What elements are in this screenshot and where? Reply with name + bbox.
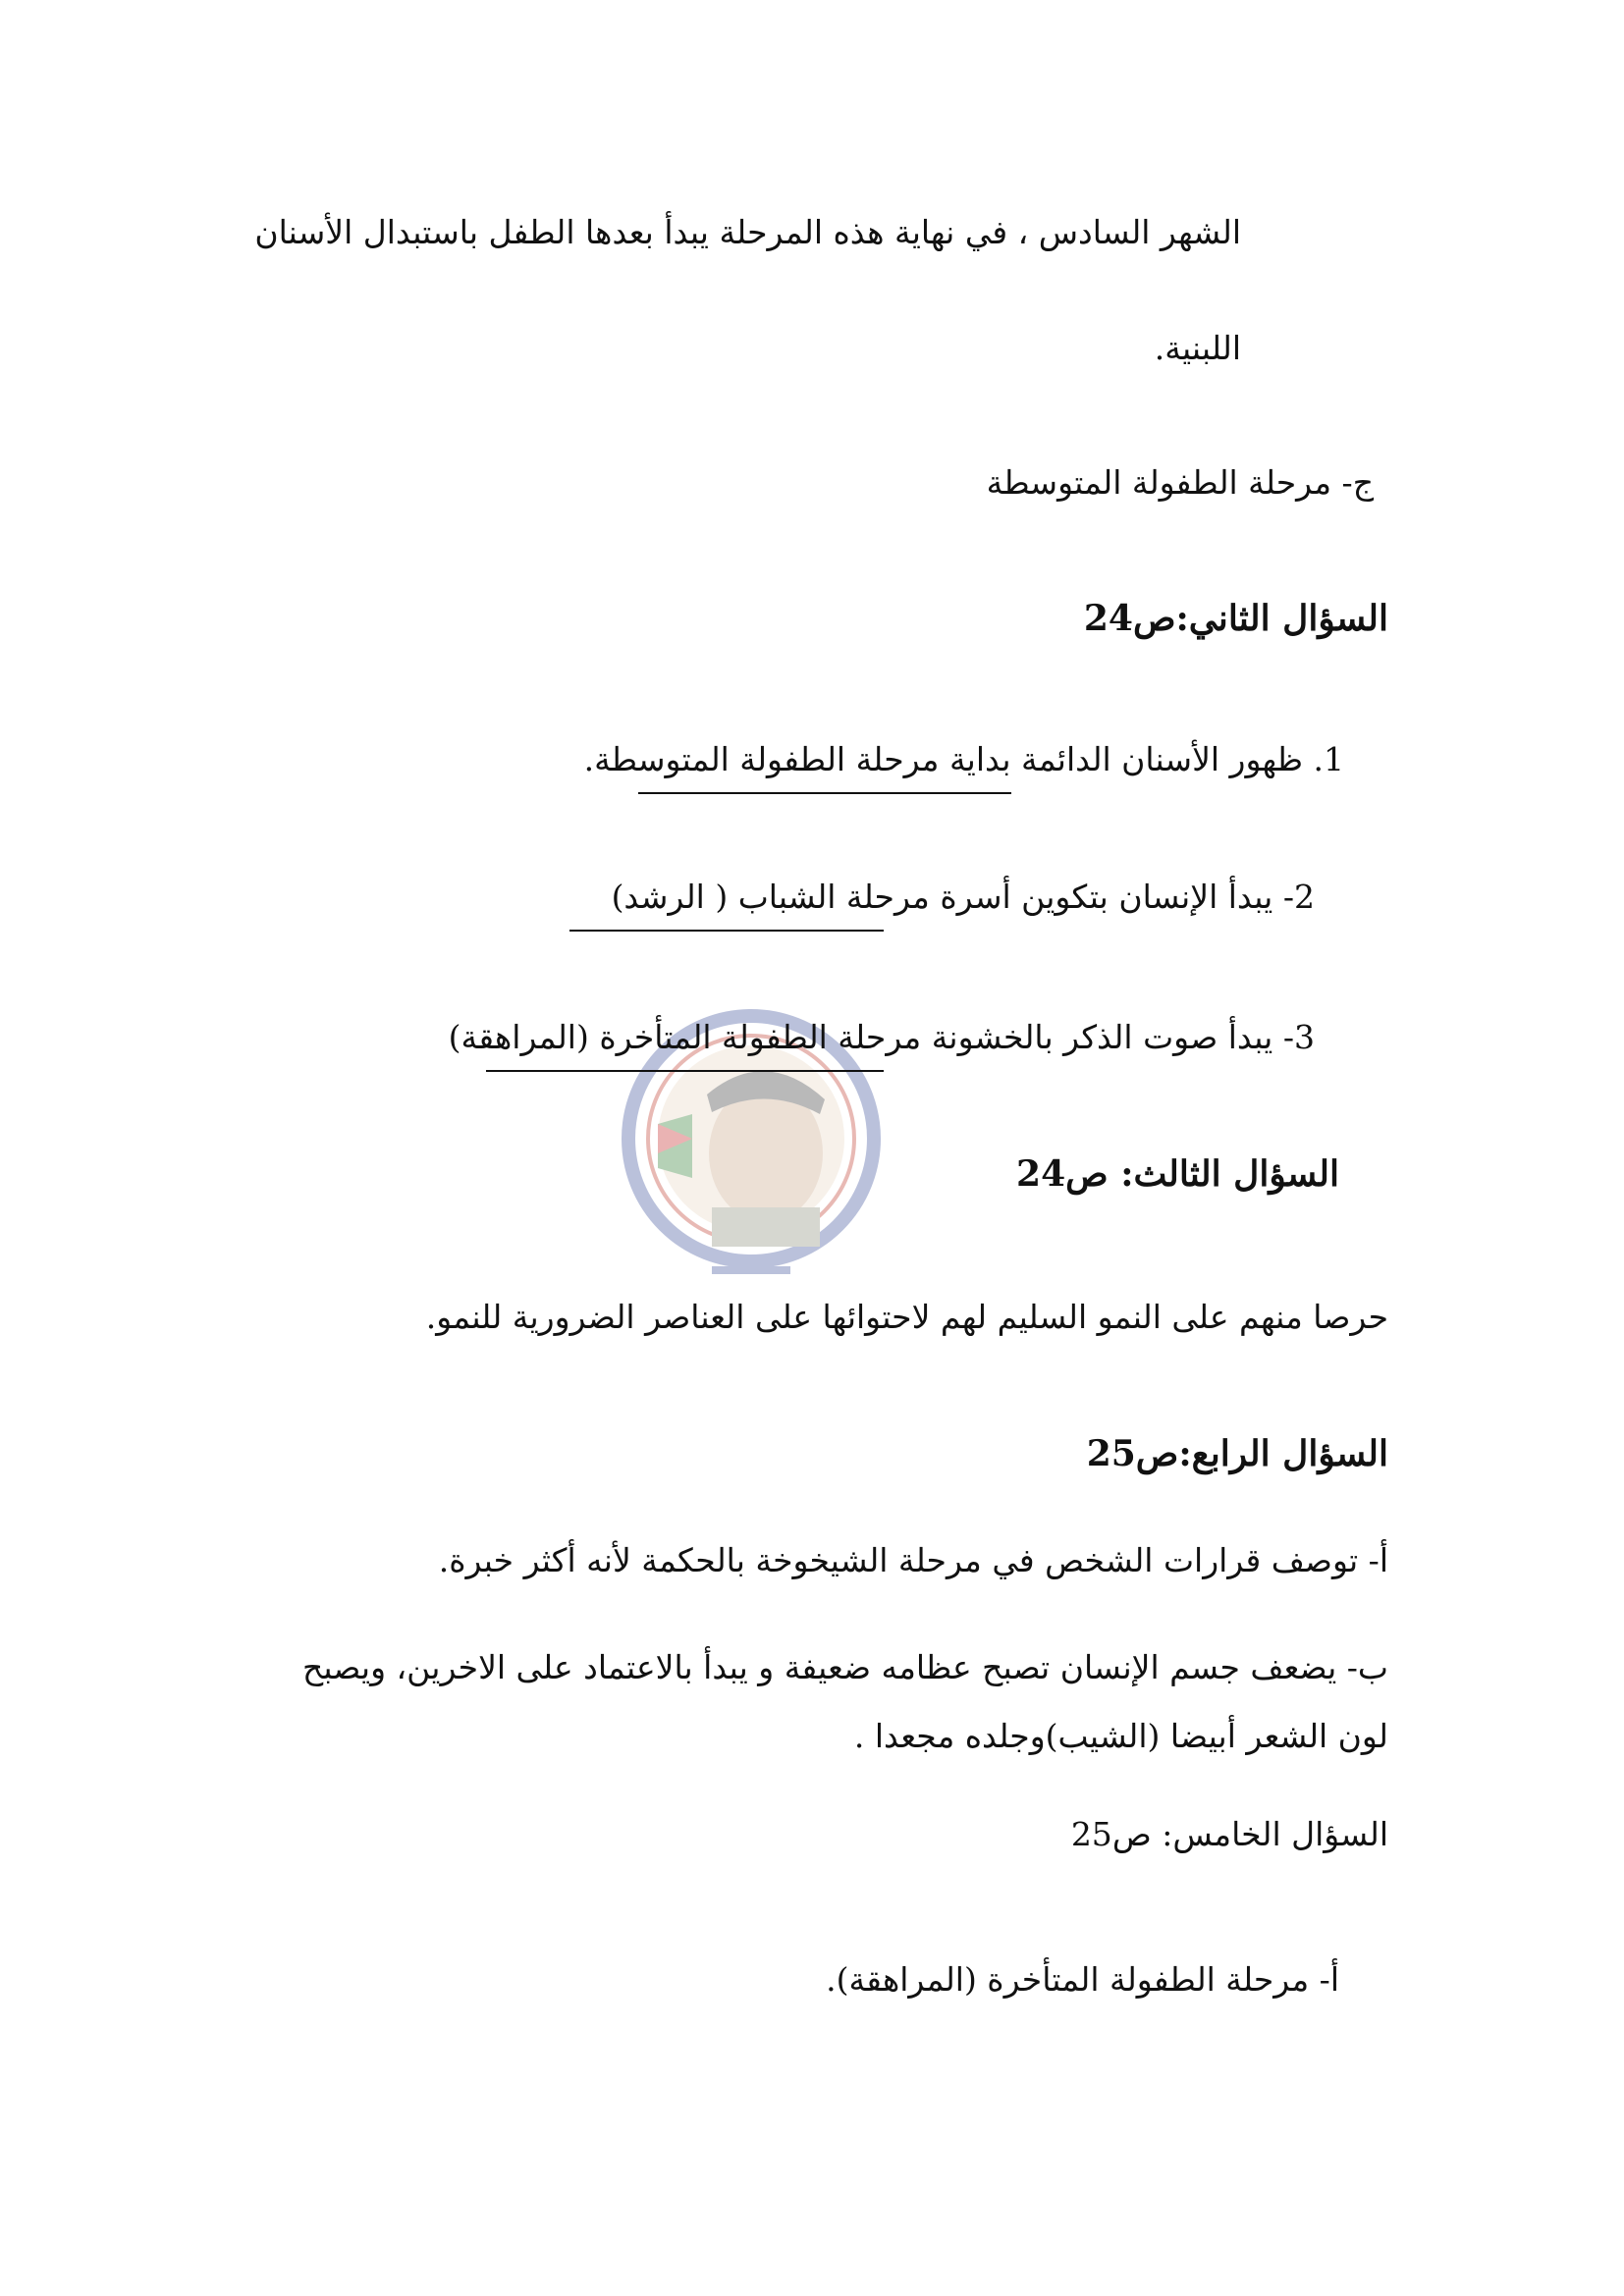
question-3-answer: حرصا منهم على النمو السليم لهم لاحتوائها على العناصر الضرورية للنمو. — [425, 1298, 1388, 1336]
question-5-heading: السؤال الخامس: ص25 — [1070, 1815, 1388, 1853]
question-4-heading: السؤال الرابع:ص25 — [1086, 1433, 1388, 1474]
paragraph-line-2: اللبنية. — [1154, 329, 1241, 367]
question-3-heading: السؤال الثالث: ص24 — [1016, 1153, 1339, 1195]
underline-item-1 — [638, 792, 1011, 794]
underline-item-3 — [486, 1070, 884, 1072]
question-4-answer-a: أ- توصف قرارات الشخص في مرحلة الشيخوخة بالحكمة لأنه أكثر خبرة. — [438, 1541, 1388, 1579]
paragraph-line-1: الشهر السادس ، في نهاية هذه المرحلة يبدأ بعدها الطفل باستبدال الأسنان — [254, 213, 1241, 251]
question-2-item-1: 1. ظهور الأسنان الدائمة بداية مرحلة الطفولة المتوسطة. — [583, 740, 1344, 778]
option-c-line: ج- مرحلة الطفولة المتوسطة — [986, 463, 1374, 502]
question-2-item-3: 3- يبدأ صوت الذكر بالخشونة مرحلة الطفولة المتأخرة (المراهقة) — [448, 1018, 1315, 1056]
question-2-heading: السؤال الثاني:ص24 — [1083, 598, 1388, 639]
question-4-answer-b-line-1: ب- يضعف جسم الإنسان تصبح عظامه ضعيفة و يبدأ بالاعتماد على الاخرين، ويصبح — [302, 1648, 1388, 1686]
underline-item-2 — [569, 930, 884, 932]
question-5-answer-a: أ- مرحلة الطفولة المتأخرة (المراهقة). — [826, 1960, 1339, 1999]
question-4-answer-b-line-2: لون الشعر أبيضا (الشيب)وجلده مجعدا . — [853, 1717, 1388, 1755]
question-2-item-2: 2- يبدأ الإنسان بتكوين أسرة مرحلة الشباب ( الرشد) — [611, 878, 1315, 916]
